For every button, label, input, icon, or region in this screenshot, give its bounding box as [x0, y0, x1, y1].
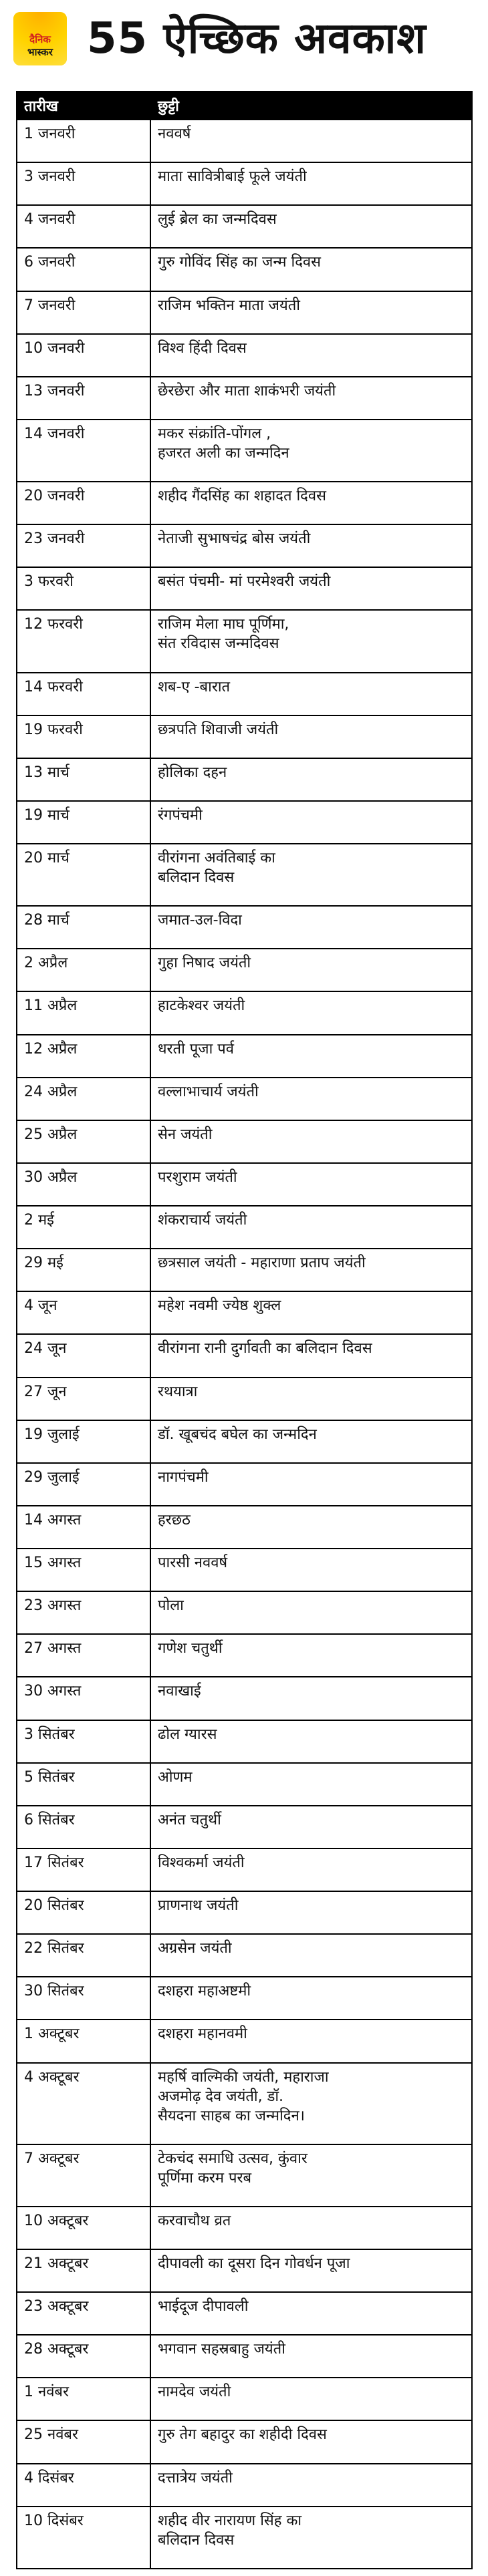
table-row: [17, 1763, 472, 1806]
holiday-name: वीरांगना अवंतिबाई का बलिदान दिवस: [150, 844, 472, 906]
holiday-name: नामदेव जयंती: [150, 2378, 472, 2420]
holiday-name: ढोल ग्यारस: [150, 1720, 472, 1763]
table-row: [17, 248, 472, 291]
holiday-name: वल्लाभाचार्य जयंती: [150, 1078, 472, 1120]
holiday-name: गुरु तेग बहादुर का शहीदी दिवस: [150, 2420, 472, 2463]
holiday-table: [16, 91, 473, 2569]
holiday-name: राजिम भक्तिन माता जयंती: [150, 291, 472, 334]
table-row: [17, 1806, 472, 1848]
table-row: [17, 482, 472, 524]
table-row: [17, 1120, 472, 1163]
holiday-date: 3 जनवरी: [17, 162, 150, 205]
holiday-date: 30 अप्रैल: [17, 1163, 150, 1206]
table-row: [17, 673, 472, 715]
table-row: [17, 1506, 472, 1549]
holiday-date: 25 अप्रैल: [17, 1120, 150, 1163]
holiday-date: 7 अक्टूबर: [17, 2144, 150, 2207]
holiday-date: 30 सितंबर: [17, 1977, 150, 2020]
holiday-date: 10 अक्टूबर: [17, 2207, 150, 2249]
holiday-date: 14 फरवरी: [17, 673, 150, 715]
table-row: [17, 162, 472, 205]
table-row: [17, 1720, 472, 1763]
holiday-date: 7 जनवरी: [17, 291, 150, 334]
table-body: [17, 120, 472, 2569]
dainik-bhaskar-logo: [13, 12, 67, 65]
holiday-name: टेकचंद समाधि उत्सव, कुंवार पूर्णिमा करम परब: [150, 2144, 472, 2207]
table-row: [17, 1035, 472, 1078]
table-row: [17, 1677, 472, 1720]
holiday-date: 13 मार्च: [17, 758, 150, 801]
table-row: [17, 2144, 472, 2207]
holiday-date: 13 जनवरी: [17, 377, 150, 420]
holiday-date: 23 अक्टूबर: [17, 2292, 150, 2335]
holiday-date: 19 मार्च: [17, 801, 150, 844]
holiday-name: धरती पूजा पर्व: [150, 1035, 472, 1078]
table-row: [17, 205, 472, 248]
holiday-name: माता सावित्रीबाई फूले जयंती: [150, 162, 472, 205]
holiday-name: छत्रपति शिवाजी जयंती: [150, 715, 472, 758]
holiday-name: महर्षि वाल्मिकी जयंती, महाराजा अजमोढ़ देव जयंती, डॉ. सैयदना साहब का जन्मदिन।: [150, 2063, 472, 2144]
holiday-date: 21 अक्टूबर: [17, 2249, 150, 2292]
holiday-name: शब-ए -बारात: [150, 673, 472, 715]
holiday-date: 15 अगस्त: [17, 1549, 150, 1591]
table-row: [17, 2335, 472, 2378]
holiday-name: परशुराम जयंती: [150, 1163, 472, 1206]
table-row: [17, 1420, 472, 1463]
holiday-name: शहीद वीर नारायण सिंह का बलिदान दिवस: [150, 2507, 472, 2569]
holiday-name: जमात-उल-विदा: [150, 906, 472, 949]
table-row: [17, 1848, 472, 1891]
holiday-date: 4 अक्टूबर: [17, 2063, 150, 2144]
holiday-date: 2 अप्रैल: [17, 949, 150, 991]
holiday-name: दशहरा महानवमी: [150, 2020, 472, 2062]
holiday-name: नेताजी सुभाषचंद्र बोस जयंती: [150, 524, 472, 567]
holiday-date: 29 जुलाई: [17, 1463, 150, 1506]
table-row: [17, 1977, 472, 2020]
holiday-name: होलिका दहन: [150, 758, 472, 801]
table-row: [17, 801, 472, 844]
holiday-name: डॉ. खूबचंद बघेल का जन्मदिन: [150, 1420, 472, 1463]
holiday-date: 25 नवंबर: [17, 2420, 150, 2463]
holiday-name: राजिम मेला माघ पूर्णिमा, संत रविदास जन्मदिवस: [150, 610, 472, 672]
table-row: [17, 2507, 472, 2569]
table-row: [17, 377, 472, 420]
holiday-date: 19 जुलाई: [17, 1420, 150, 1463]
table-row: [17, 567, 472, 610]
table-row: [17, 715, 472, 758]
table-row: [17, 1891, 472, 1934]
table-row: [17, 1934, 472, 1977]
table-row: [17, 991, 472, 1034]
table-row: [17, 906, 472, 949]
logo-line-1: दैनिक: [29, 33, 51, 45]
holiday-date: 4 जून: [17, 1291, 150, 1334]
table-row: [17, 1463, 472, 1506]
holiday-name: महेश नवमी ज्येष्ठ शुक्ल: [150, 1291, 472, 1334]
holiday-name: भगवान सहस्रबाहु जयंती: [150, 2335, 472, 2378]
table-row: [17, 524, 472, 567]
holiday-name: गुरु गोविंद सिंह का जन्म दिवस: [150, 248, 472, 291]
table-row: [17, 1334, 472, 1377]
table-row: [17, 2464, 472, 2507]
holiday-date: 28 अक्टूबर: [17, 2335, 150, 2378]
holiday-name: लुई ब्रेल का जन्मदिवस: [150, 205, 472, 248]
table-row: [17, 1634, 472, 1677]
holiday-date: 10 जनवरी: [17, 334, 150, 377]
page-title: 55 ऐच्छिक अवकाश: [87, 14, 426, 63]
table-row: [17, 334, 472, 377]
holiday-date: 29 मई: [17, 1249, 150, 1291]
holiday-date: 3 फरवरी: [17, 567, 150, 610]
table-row: [17, 420, 472, 482]
holiday-name: दशहरा महाअष्टमी: [150, 1977, 472, 2020]
holiday-date: 24 जून: [17, 1334, 150, 1377]
holiday-date: 27 जून: [17, 1378, 150, 1420]
holiday-name: विश्वकर्मा जयंती: [150, 1848, 472, 1891]
holiday-date: 27 अगस्त: [17, 1634, 150, 1677]
table-row: [17, 2292, 472, 2335]
table-row: [17, 1163, 472, 1206]
holiday-date: 23 अगस्त: [17, 1591, 150, 1634]
holiday-name: प्राणनाथ जयंती: [150, 1891, 472, 1934]
table-row: [17, 1591, 472, 1634]
holiday-date: 20 जनवरी: [17, 482, 150, 524]
holiday-name: रंगपंचमी: [150, 801, 472, 844]
holiday-date: 4 जनवरी: [17, 205, 150, 248]
table-row: [17, 1249, 472, 1291]
holiday-name: अग्रसेन जयंती: [150, 1934, 472, 1977]
table-row: [17, 1378, 472, 1420]
table-row: [17, 2378, 472, 2420]
column-header-holiday: छुट्टी: [150, 92, 472, 120]
holiday-date: 14 जनवरी: [17, 420, 150, 482]
holiday-name: दत्तात्रेय जयंती: [150, 2464, 472, 2507]
table-header-row: [17, 92, 472, 120]
table-row: [17, 2207, 472, 2249]
holiday-name: नववर्ष: [150, 120, 472, 162]
holiday-date: 6 सितंबर: [17, 1806, 150, 1848]
holiday-name: वीरांगना रानी दुर्गावती का बलिदान दिवस: [150, 1334, 472, 1377]
holiday-date: 5 सितंबर: [17, 1763, 150, 1806]
holiday-name: दीपावली का दूसरा दिन गोवर्धन पूजा: [150, 2249, 472, 2292]
holiday-date: 30 अगस्त: [17, 1677, 150, 1720]
holiday-name: हाटकेश्वर जयंती: [150, 991, 472, 1034]
holiday-date: 24 अप्रैल: [17, 1078, 150, 1120]
holiday-date: 4 दिसंबर: [17, 2464, 150, 2507]
holiday-date: 10 दिसंबर: [17, 2507, 150, 2569]
holiday-date: 11 अप्रैल: [17, 991, 150, 1034]
holiday-name: शहीद गैंदसिंह का शहादत दिवस: [150, 482, 472, 524]
table-row: [17, 1291, 472, 1334]
holiday-date: 17 सितंबर: [17, 1848, 150, 1891]
holiday-date: 12 फरवरी: [17, 610, 150, 672]
holiday-name: शंकराचार्य जयंती: [150, 1206, 472, 1249]
holiday-name: भाईदूज दीपावली: [150, 2292, 472, 2335]
table-row: [17, 1078, 472, 1120]
holiday-date: 20 सितंबर: [17, 1891, 150, 1934]
holiday-date: 12 अप्रैल: [17, 1035, 150, 1078]
holiday-date: 28 मार्च: [17, 906, 150, 949]
table-row: [17, 2249, 472, 2292]
table-row: [17, 291, 472, 334]
table-row: [17, 949, 472, 991]
column-header-date: तारीख: [17, 92, 150, 120]
holiday-date: 1 नवंबर: [17, 2378, 150, 2420]
holiday-date: 3 सितंबर: [17, 1720, 150, 1763]
holiday-date: 23 जनवरी: [17, 524, 150, 567]
holiday-name: अनंत चतुर्थी: [150, 1806, 472, 1848]
holiday-date: 1 जनवरी: [17, 120, 150, 162]
holiday-name: नागपंचमी: [150, 1463, 472, 1506]
holiday-name: विश्व हिंदी दिवस: [150, 334, 472, 377]
table-row: [17, 1206, 472, 1249]
holiday-date: 19 फरवरी: [17, 715, 150, 758]
logo-line-2: भास्कर: [27, 46, 53, 58]
table-row: [17, 2063, 472, 2144]
holiday-name: रथयात्रा: [150, 1378, 472, 1420]
holiday-name: करवाचौथ व्रत: [150, 2207, 472, 2249]
holiday-name: पोला: [150, 1591, 472, 1634]
holiday-name: गणेश चतुर्थी: [150, 1634, 472, 1677]
table-row: [17, 1549, 472, 1591]
holiday-date: 22 सितंबर: [17, 1934, 150, 1977]
holiday-date: 20 मार्च: [17, 844, 150, 906]
holiday-name: सेन जयंती: [150, 1120, 472, 1163]
holiday-name: ओणम: [150, 1763, 472, 1806]
holiday-name: पारसी नववर्ष: [150, 1549, 472, 1591]
holiday-date: 1 अक्टूबर: [17, 2020, 150, 2062]
holiday-name: हरछठ: [150, 1506, 472, 1549]
holiday-name: मकर संक्रांति-पोंगल , हजरत अली का जन्मदिन: [150, 420, 472, 482]
holiday-name: बसंत पंचमी- मां परमेश्वरी जयंती: [150, 567, 472, 610]
table-row: [17, 120, 472, 162]
table-row: [17, 844, 472, 906]
holiday-name: नवाखाई: [150, 1677, 472, 1720]
table-header: [17, 92, 472, 120]
holiday-date: 14 अगस्त: [17, 1506, 150, 1549]
table-row: [17, 2420, 472, 2463]
table-row: [17, 610, 472, 672]
holiday-date: 6 जनवरी: [17, 248, 150, 291]
page-header: [0, 0, 488, 90]
holiday-name: छेरछेरा और माता शाकंभरी जयंती: [150, 377, 472, 420]
table-row: [17, 758, 472, 801]
table-row: [17, 2020, 472, 2062]
holiday-name: गुहा निषाद जयंती: [150, 949, 472, 991]
holiday-name: छत्रसाल जयंती - महाराणा प्रताप जयंती: [150, 1249, 472, 1291]
holiday-date: 2 मई: [17, 1206, 150, 1249]
